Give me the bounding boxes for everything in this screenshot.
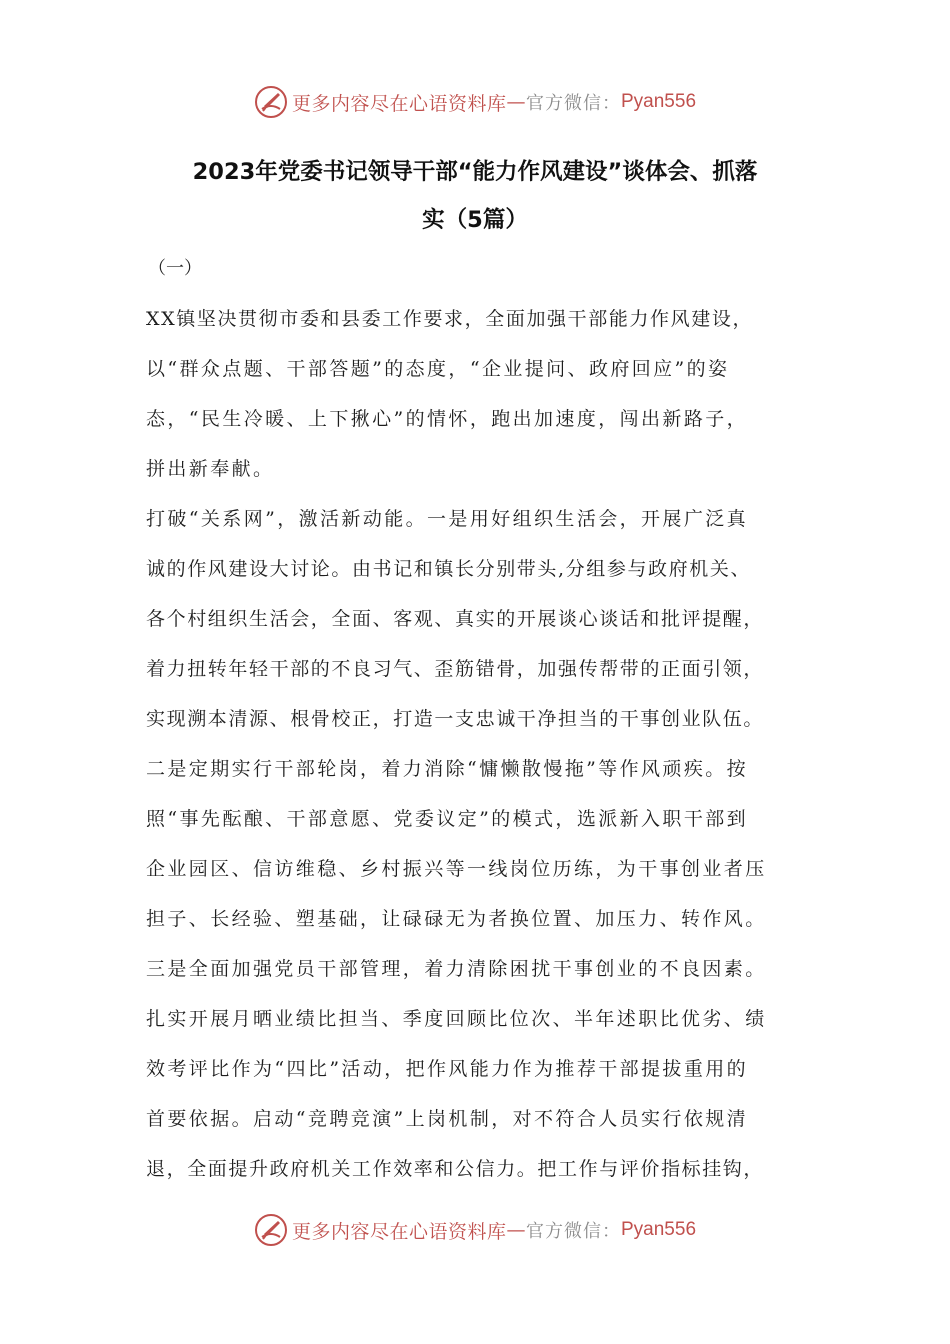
body-line: 各个村组织生活会，全面、客观、真实的开展谈心谈话和批评提醒， (146, 608, 765, 630)
banner-wechat-label: 官方微信： (526, 93, 621, 114)
body-line: 态，“民生冷暖、上下揪心”的情怀，跑出加速度，闯出新路子， (146, 408, 749, 430)
body-line: 扎实开展月晒业绩比担当、季度回顾比位次、半年述职比优劣、绩 (146, 1008, 767, 1030)
top-banner (0, 82, 950, 122)
banner-dash: — (506, 1219, 526, 1241)
body-line: 实现溯本清源、根骨校正，打造一支忠诚干净担当的干事创业队伍。 (146, 708, 765, 730)
body-line: 首要依据。启动“竞聘竞演”上岗机制，对不符合人员实行依规清 (146, 1108, 749, 1130)
banner-promo-text: 更多内容尽在心语资料库 (291, 92, 507, 115)
body-line: XX镇坚决贯彻市委和县委工作要求，全面加强干部能力作风建设， (146, 308, 754, 330)
banner-wechat-handle: Pyan556 (621, 91, 697, 112)
body-line: 二是定期实行干部轮岗，着力消除“慵懒散慢拖”等作风顽疾。按 (146, 758, 749, 780)
body-line: 企业园区、信访维稳、乡村振兴等一线岗位历练，为干事创业者压 (146, 858, 767, 880)
body-line: 三是全面加强党员干部管理，着力清除困扰干事创业的不良因素。 (146, 958, 767, 980)
body-line: 拼出新奉献。 (146, 458, 275, 480)
title-line-2: 实（5篇） (422, 207, 528, 233)
body-line: 担子、长经验、塑基础，让碌碌无为者换位置、加压力、转作风。 (146, 908, 767, 930)
body-line: 着力扭转年轻干部的不良习气、歪筋错骨，加强传帮带的正面引领， (146, 658, 765, 680)
bottom-banner (0, 1210, 950, 1250)
body-line: 效考评比作为“四比”活动，把作风能力作为推荐干部提拔重用的 (146, 1058, 749, 1080)
banner-wechat-handle: Pyan556 (621, 1219, 697, 1240)
quill-book-logo-icon (254, 85, 288, 119)
document-body (146, 294, 826, 1194)
body-line: 以“群众点题、干部答题”的态度，“企业提问、政府回应”的姿 (146, 358, 730, 380)
banner-wechat-label: 官方微信： (526, 1221, 621, 1242)
quill-book-logo-icon (254, 1213, 288, 1247)
section-marker: （一） (148, 258, 202, 279)
banner-dash: — (506, 91, 526, 113)
title-line-1: 2023年党委书记领导干部“能力作风建设”谈体会、抓落 (192, 159, 758, 185)
body-line: 诚的作风建设大讨论。由书记和镇长分别带头,分组参与政府机关、 (146, 558, 752, 580)
body-line: 打破“关系网”，激活新动能。一是用好组织生活会，开展广泛真 (146, 508, 749, 530)
body-line: 照“事先酝酿、干部意愿、党委议定”的模式，选派新入职干部到 (146, 808, 749, 830)
body-line: 退，全面提升政府机关工作效率和公信力。把工作与评价指标挂钩， (146, 1158, 765, 1180)
banner-promo-text: 更多内容尽在心语资料库 (291, 1220, 507, 1243)
document-title (120, 148, 830, 244)
